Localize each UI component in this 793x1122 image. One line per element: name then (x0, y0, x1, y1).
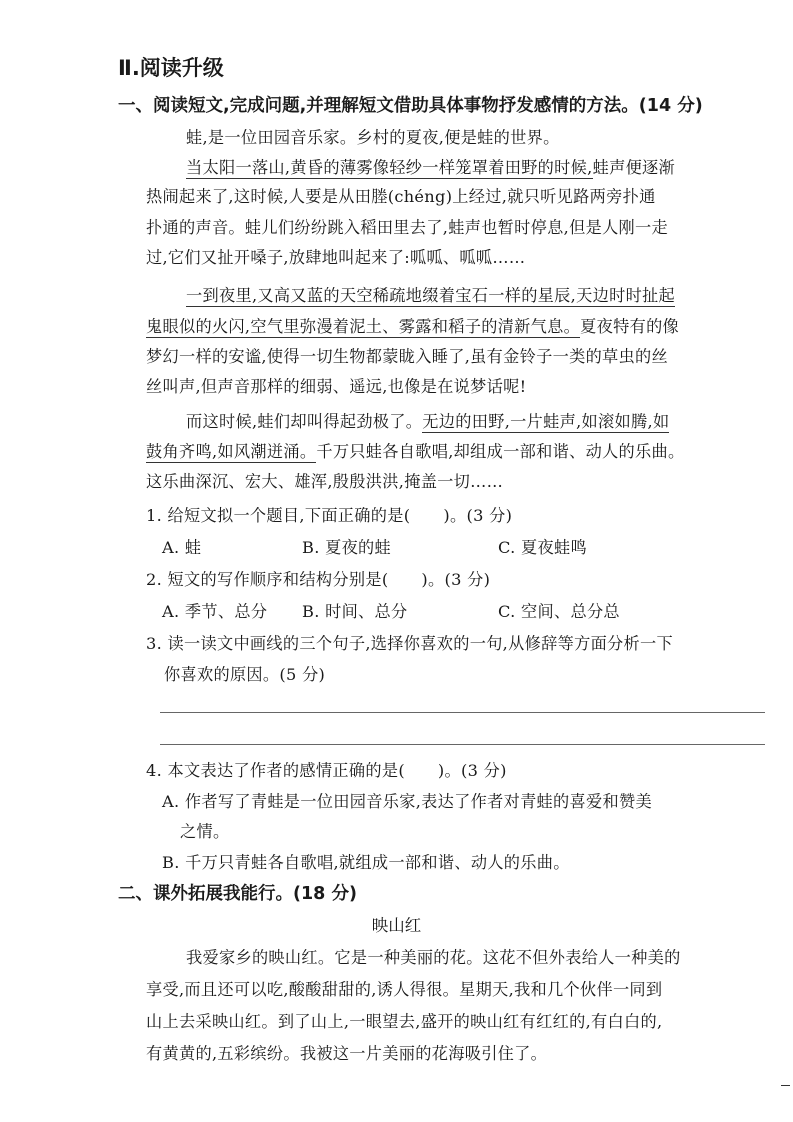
passage-para3-line3: 梦幻一样的安谧,使得一切生物都蒙眬入睡了,虽有金铃子一类的草虫的丝 (146, 347, 669, 366)
story-line-2: 享受,而且还可以吃,酸酸甜甜的,诱人得很。星期天,我和几个伙伴一同到 (146, 980, 663, 999)
question-1-option-b: B. 夏夜的蛙 (302, 538, 392, 557)
underlined-sentence-2b: 鬼眼似的火闪,空气里弥漫着泥土、雾露和稻子的清新气息。 (146, 317, 581, 336)
question-2-option-c: C. 空间、总分总 (498, 602, 620, 621)
question-2-option-a: A. 季节、总分 (162, 602, 268, 621)
story-title: 映山红 (371, 916, 422, 935)
question-1-stem: 1. 给短文拟一个题目,下面正确的是( )。(3 分) (146, 506, 513, 525)
passage-para2-line1 (186, 154, 675, 178)
passage-para2-line3: 扑通的声音。蛙儿们纷纷跳入稻田里去了,蛙声也暂时停息,但是人刚一走 (146, 218, 669, 237)
question-3-line1: 3. 读一读文中画线的三个句子,选择你喜欢的一句,从修辞等方面分析一下 (146, 634, 674, 653)
story-line-1: 我爱家乡的映山红。它是一种美丽的花。这花不但外表给人一种美的 (186, 948, 681, 967)
passage-para3-line2 (146, 313, 679, 337)
story-line-3: 山上去采映山红。到了山上,一眼望去,盛开的映山红有红红的,有白白的, (146, 1012, 663, 1031)
question-4-option-a-line2: 之情。 (180, 822, 230, 841)
passage-para2-line4: 过,它们又扯开嗓子,放肆地叫起来了:呱呱、呱呱…… (146, 248, 526, 267)
question-4-option-b: B. 千万只青蛙各自歌唱,就组成一部和谐、动人的乐曲。 (162, 853, 570, 872)
question-1-option-c: C. 夏夜蛙鸣 (498, 538, 587, 557)
question-4-option-a-line1: A. 作者写了青蛙是一位田园音乐家,表达了作者对青蛙的喜爱和赞美 (162, 792, 652, 811)
underlined-sentence-3a: 无边的田野,一片蛙声,如滚如腾,如 (422, 412, 670, 431)
section-title: Ⅱ.阅读升级 (118, 56, 224, 80)
passage-para4-line2 (146, 438, 685, 462)
question-2-option-b: B. 时间、总分 (302, 602, 408, 621)
passage-para4-line1 (186, 408, 669, 432)
underlined-sentence-2a: 一到夜里,又高又蓝的天空稀疏地缀着宝石一样的星辰,天边时时扯起 (186, 286, 676, 305)
para4-line1-a: 而这时候,蛙们却叫得起劲极了。 (186, 412, 423, 431)
part1-heading: 一、阅读短文,完成问题,并理解短文借助具体事物抒发感情的方法。(14 分) (118, 96, 703, 116)
passage-para3-line1 (186, 282, 675, 306)
question-1-option-a: A. 蛙 (162, 538, 202, 557)
passage-para1: 蛙,是一位田园音乐家。乡村的夏夜,便是蛙的世界。 (186, 128, 560, 147)
question-2-stem: 2. 短文的写作顺序和结构分别是( )。(3 分) (146, 570, 491, 589)
question-4-stem: 4. 本文表达了作者的感情正确的是( )。(3 分) (146, 761, 507, 780)
question-3-line2: 你喜欢的原因。(5 分) (164, 665, 326, 684)
answer-line-1[interactable] (160, 712, 765, 713)
underlined-sentence-1: 当太阳一落山,黄昏的薄雾像轻纱一样笼罩着田野的时候, (186, 158, 593, 177)
underlined-sentence-3b: 鼓角齐鸣,如风潮迸涌。 (146, 442, 317, 461)
para4-line2-rest: 千万只蛙各自歌唱,却组成一部和谐、动人的乐曲。 (316, 442, 685, 461)
story-line-4: 有黄黄的,五彩缤纷。我被这一片美丽的花海吸引住了。 (146, 1044, 548, 1063)
answer-line-2[interactable] (160, 744, 765, 745)
passage-para2-line2: 热闹起来了,这时候,人要是从田塍(chéng)上经过,就只听见路两旁扑通 (146, 187, 656, 206)
para2-line1-rest: 蛙声便逐渐 (592, 158, 676, 177)
page-edge-mark (781, 1085, 790, 1086)
para3-line2-rest: 夏夜特有的像 (580, 317, 680, 336)
passage-para4-line3: 这乐曲深沉、宏大、雄浑,殷殷洪洪,掩盖一切…… (146, 472, 504, 491)
passage-para3-line4: 丝叫声,但声音那样的细弱、遥远,也像是在说梦话呢! (146, 377, 527, 396)
part2-heading: 二、课外拓展我能行。(18 分) (118, 884, 357, 904)
